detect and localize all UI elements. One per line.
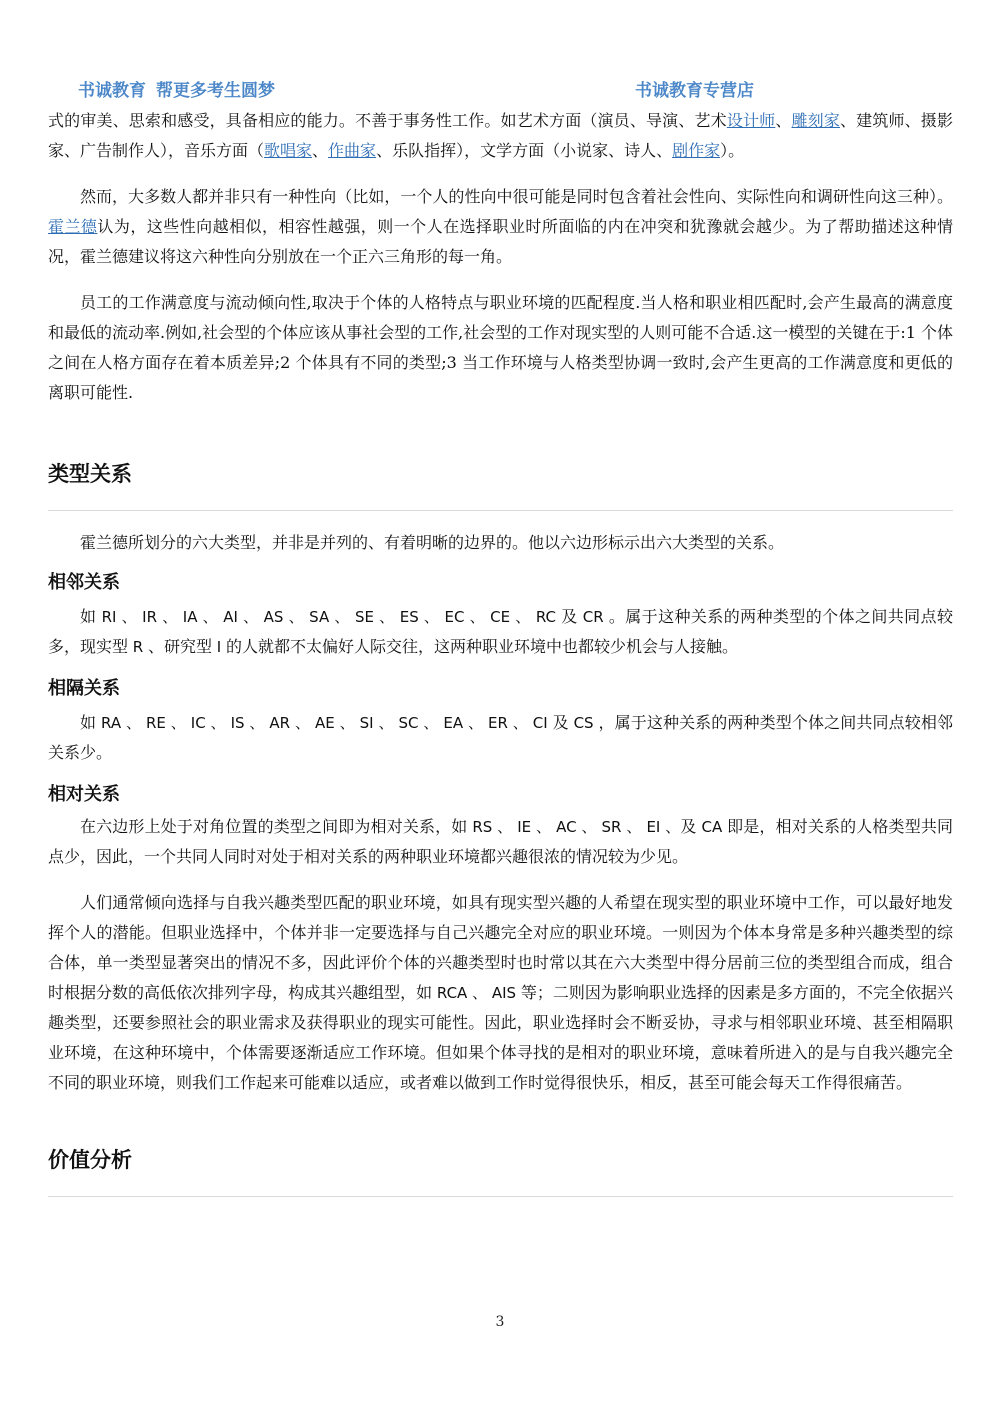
type-code: CR <box>577 608 609 626</box>
paragraph-adjacent <box>48 602 953 662</box>
section-divider <box>48 510 953 511</box>
paragraph-opposite <box>48 812 953 872</box>
page-number: 3 <box>495 1314 505 1330</box>
text: 及 <box>552 713 569 732</box>
header-brand: 书诚教育 <box>78 81 146 101</box>
type-codes: RA 、 RE 、 IC 、 IS 、 AR 、 AE 、 SI 、 SC 、 EA 、 ER 、 CI <box>96 714 553 732</box>
text: 、乐队指挥），文学方面（小说家、诗人、 <box>376 141 673 160</box>
link-composer[interactable]: 作曲家 <box>328 141 377 160</box>
section-title-value-analysis: 价值分析 <box>48 1148 132 1172</box>
text: 及 <box>561 607 578 626</box>
text: 。属于这种关系的两种类型的个体之间共同点较多，现实型 <box>48 607 953 656</box>
text: 在六边形上处于对角位置的类型之间即为相对关系，如 <box>80 817 468 836</box>
subsection-title-separated: 相隔关系 <box>48 678 120 699</box>
header-slogan: 帮更多考生圆梦 <box>156 81 275 101</box>
type-code: R <box>128 638 148 656</box>
paragraph-satisfaction: 员工的工作满意度与流动倾向性,取决于个体的人格特点与职业环境的匹配程度.当人格和职业相匹配时,会产生最高的满意度和最低的流动率.例如,社会型的个体应该从事社会型的工作,社会型的工作对现实型的人则可能不合适.这一模型的关键在于:1 个体之间在人格方面存在着本质差异;2 个体具有不同的类型;3 当工作环境与人格类型协调一致时,会产生更高的工作满意度和更低的离职可能性. <box>48 293 954 402</box>
header-store-name: 书诚教育专营店 <box>635 81 754 101</box>
paragraph-career-choice <box>48 888 953 1098</box>
text: ，属于这种关系的两种类型个体之间共同点较相邻关系少。 <box>48 713 953 762</box>
text: ）。 <box>720 141 745 160</box>
section-divider <box>48 1196 953 1197</box>
paragraph-art-occupations <box>48 106 953 166</box>
text: 即是，相对关系的人格类型共同点少，因此，一个共同人同时对处于相对关系的两种职业环境都兴趣很浓的情况较为少见。 <box>48 817 953 866</box>
text: 认为，这些性向越相似，相容性越强，则一个人在选择职业时所面临的内在冲突和犹豫就会越少。为了帮助描述这种情况，霍兰德建议将这六种性向分别放在一个正六三角形的每一角。 <box>48 217 953 266</box>
text: 式的审美、思索和感受，具备相应的能力。不善于事务性工作。如艺术方面（演员、导演、艺术 <box>48 111 727 130</box>
type-code: CA <box>696 818 728 836</box>
text: 如 <box>80 713 97 732</box>
text: 及 <box>680 817 697 836</box>
paragraph-types-intro: 霍兰德所划分的六大类型，并非是并列的、有着明晰的边界的。他以六边形标示出六大类型的关系。 <box>80 533 785 552</box>
text: 如 <box>80 607 97 626</box>
paragraph-separated <box>48 708 953 768</box>
link-singer[interactable]: 歌唱家 <box>264 141 313 160</box>
link-designer[interactable]: 设计师 <box>726 111 776 130</box>
type-codes: RCA 、 AIS <box>432 984 521 1002</box>
link-holland[interactable]: 霍兰德 <box>48 217 98 236</box>
type-codes: RS 、 IE 、 AC 、 SR 、 EI 、 <box>467 818 681 836</box>
header-left <box>78 76 275 101</box>
text: 、 <box>312 141 329 160</box>
text: 、研究型 <box>147 637 212 656</box>
type-code: CS <box>568 714 599 732</box>
paragraph-orientation <box>48 182 953 272</box>
text: 、 <box>775 111 792 130</box>
link-sculptor[interactable]: 雕刻家 <box>791 111 840 130</box>
document-body <box>48 106 953 1197</box>
text: 人们通常倾向选择与自我兴趣类型匹配的职业环境，如具有现实型兴趣的人希望在现实型的职业环境中工作，可以最好地发挥个人的潜能。但职业选择中，个体并非一定要选择与自己兴趣完全对应的职业环境。一则因为个体本身常是多种兴趣类型的综合体，单一类型显著突出的情况不多，因此评价个体的兴趣类型时也时常以其在六大类型中得分居前三位的类型组合而成，组合时根据分数的高低依次排列字母，构成其兴趣组型，如 <box>48 893 953 1002</box>
subsection-title-adjacent: 相邻关系 <box>48 572 120 593</box>
text: 等；二则因为影响职业选择的因素是多方面的，不完全依据兴趣类型，还要参照社会的职业需求及获得职业的现实可能性。因此，职业选择时会不断妥协，寻求与相邻职业环境、甚至相隔职业环境，在这种环境中，个体需要逐渐适应工作环境。但如果个体寻找的是相对的职业环境，意味着所进入的是与自我兴趣完全不同的职业环境，则我们工作起来可能难以适应，或者难以做到工作时觉得很快乐，相反，甚至可能会每天工作得很痛苦。 <box>48 983 953 1092</box>
type-codes: RI 、 IR 、 IA 、 AI 、 AS 、 SA 、 SE 、 ES 、 EC 、 CE 、 RC <box>96 608 562 626</box>
type-code: I <box>212 638 226 656</box>
text: 然而，大多数人都并非只有一种性向（比如，一个人的性向中很可能是同时包含着社会性向、实际性向和调研性向这三种）。 <box>80 187 953 206</box>
page-header <box>0 76 1000 102</box>
text: 、建筑师、摄影家、广告制作人），音乐方面（ <box>48 111 953 160</box>
subsection-title-opposite: 相对关系 <box>48 784 120 805</box>
text: 的人就都不太偏好人际交往，这两种职业环境中也都较少机会与人接触。 <box>225 637 738 656</box>
section-title-type-relations: 类型关系 <box>48 462 132 486</box>
link-playwright[interactable]: 剧作家 <box>672 141 721 160</box>
